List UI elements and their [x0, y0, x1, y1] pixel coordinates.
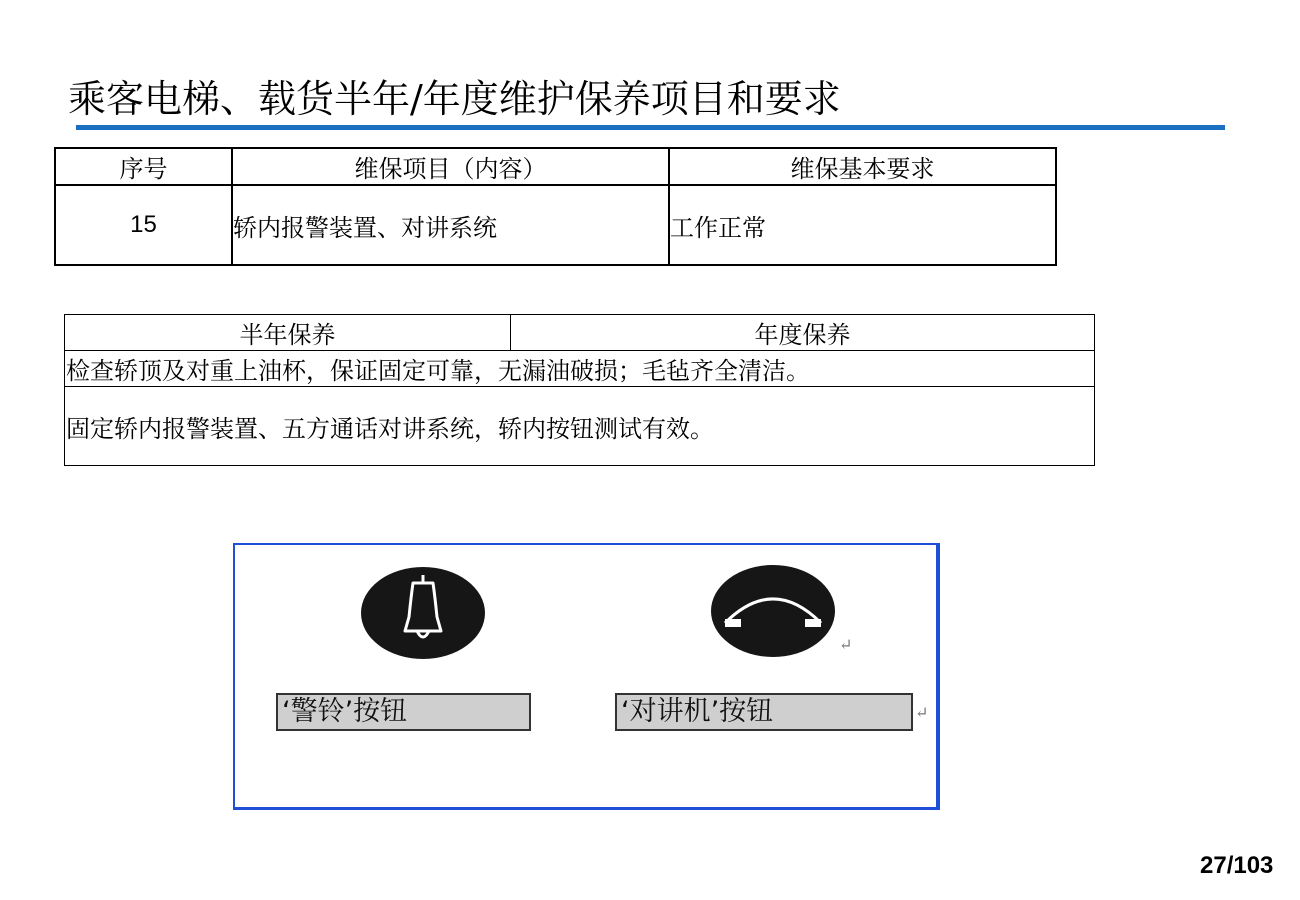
row-text: 检查轿顶及对重上油杯，保证固定可靠，无漏油破损；毛毡齐全清洁。	[65, 351, 1095, 387]
maintenance-schedule-table	[64, 314, 1095, 466]
page-number: 27/103	[1200, 852, 1274, 879]
return-mark-icon: ↵	[839, 635, 853, 654]
maintenance-item-table	[54, 147, 1057, 266]
header-requirement: 维保基本要求	[669, 148, 1056, 185]
intercom-button-label: ‘对讲机’按钮	[615, 693, 913, 731]
table-row	[65, 351, 1095, 387]
table-header-row	[55, 148, 1056, 185]
return-mark-icon: ↵	[915, 703, 929, 722]
header-item: 维保项目（内容）	[232, 148, 669, 185]
table-row	[55, 185, 1056, 265]
title-underline	[76, 125, 1225, 130]
slide-title: 乘客电梯、载货半年/年度维护保养项目和要求	[68, 77, 841, 121]
row-requirement: 工作正常	[669, 185, 1056, 265]
header-annual: 年度保养	[511, 315, 1095, 351]
alarm-button-label: ‘警铃’按钮	[276, 693, 531, 731]
header-half-year: 半年保养	[65, 315, 511, 351]
elevator-button-figure	[233, 543, 940, 810]
row-seq: 15	[55, 185, 232, 265]
bell-icon	[361, 567, 485, 659]
phone-handset-icon	[711, 565, 835, 657]
header-seq: 序号	[55, 148, 232, 185]
row-text: 固定轿内报警装置、五方通话对讲系统，轿内按钮测试有效。	[65, 387, 1095, 466]
row-item: 轿内报警装置、对讲系统	[232, 185, 669, 265]
table-header-row	[65, 315, 1095, 351]
table-row	[65, 387, 1095, 466]
